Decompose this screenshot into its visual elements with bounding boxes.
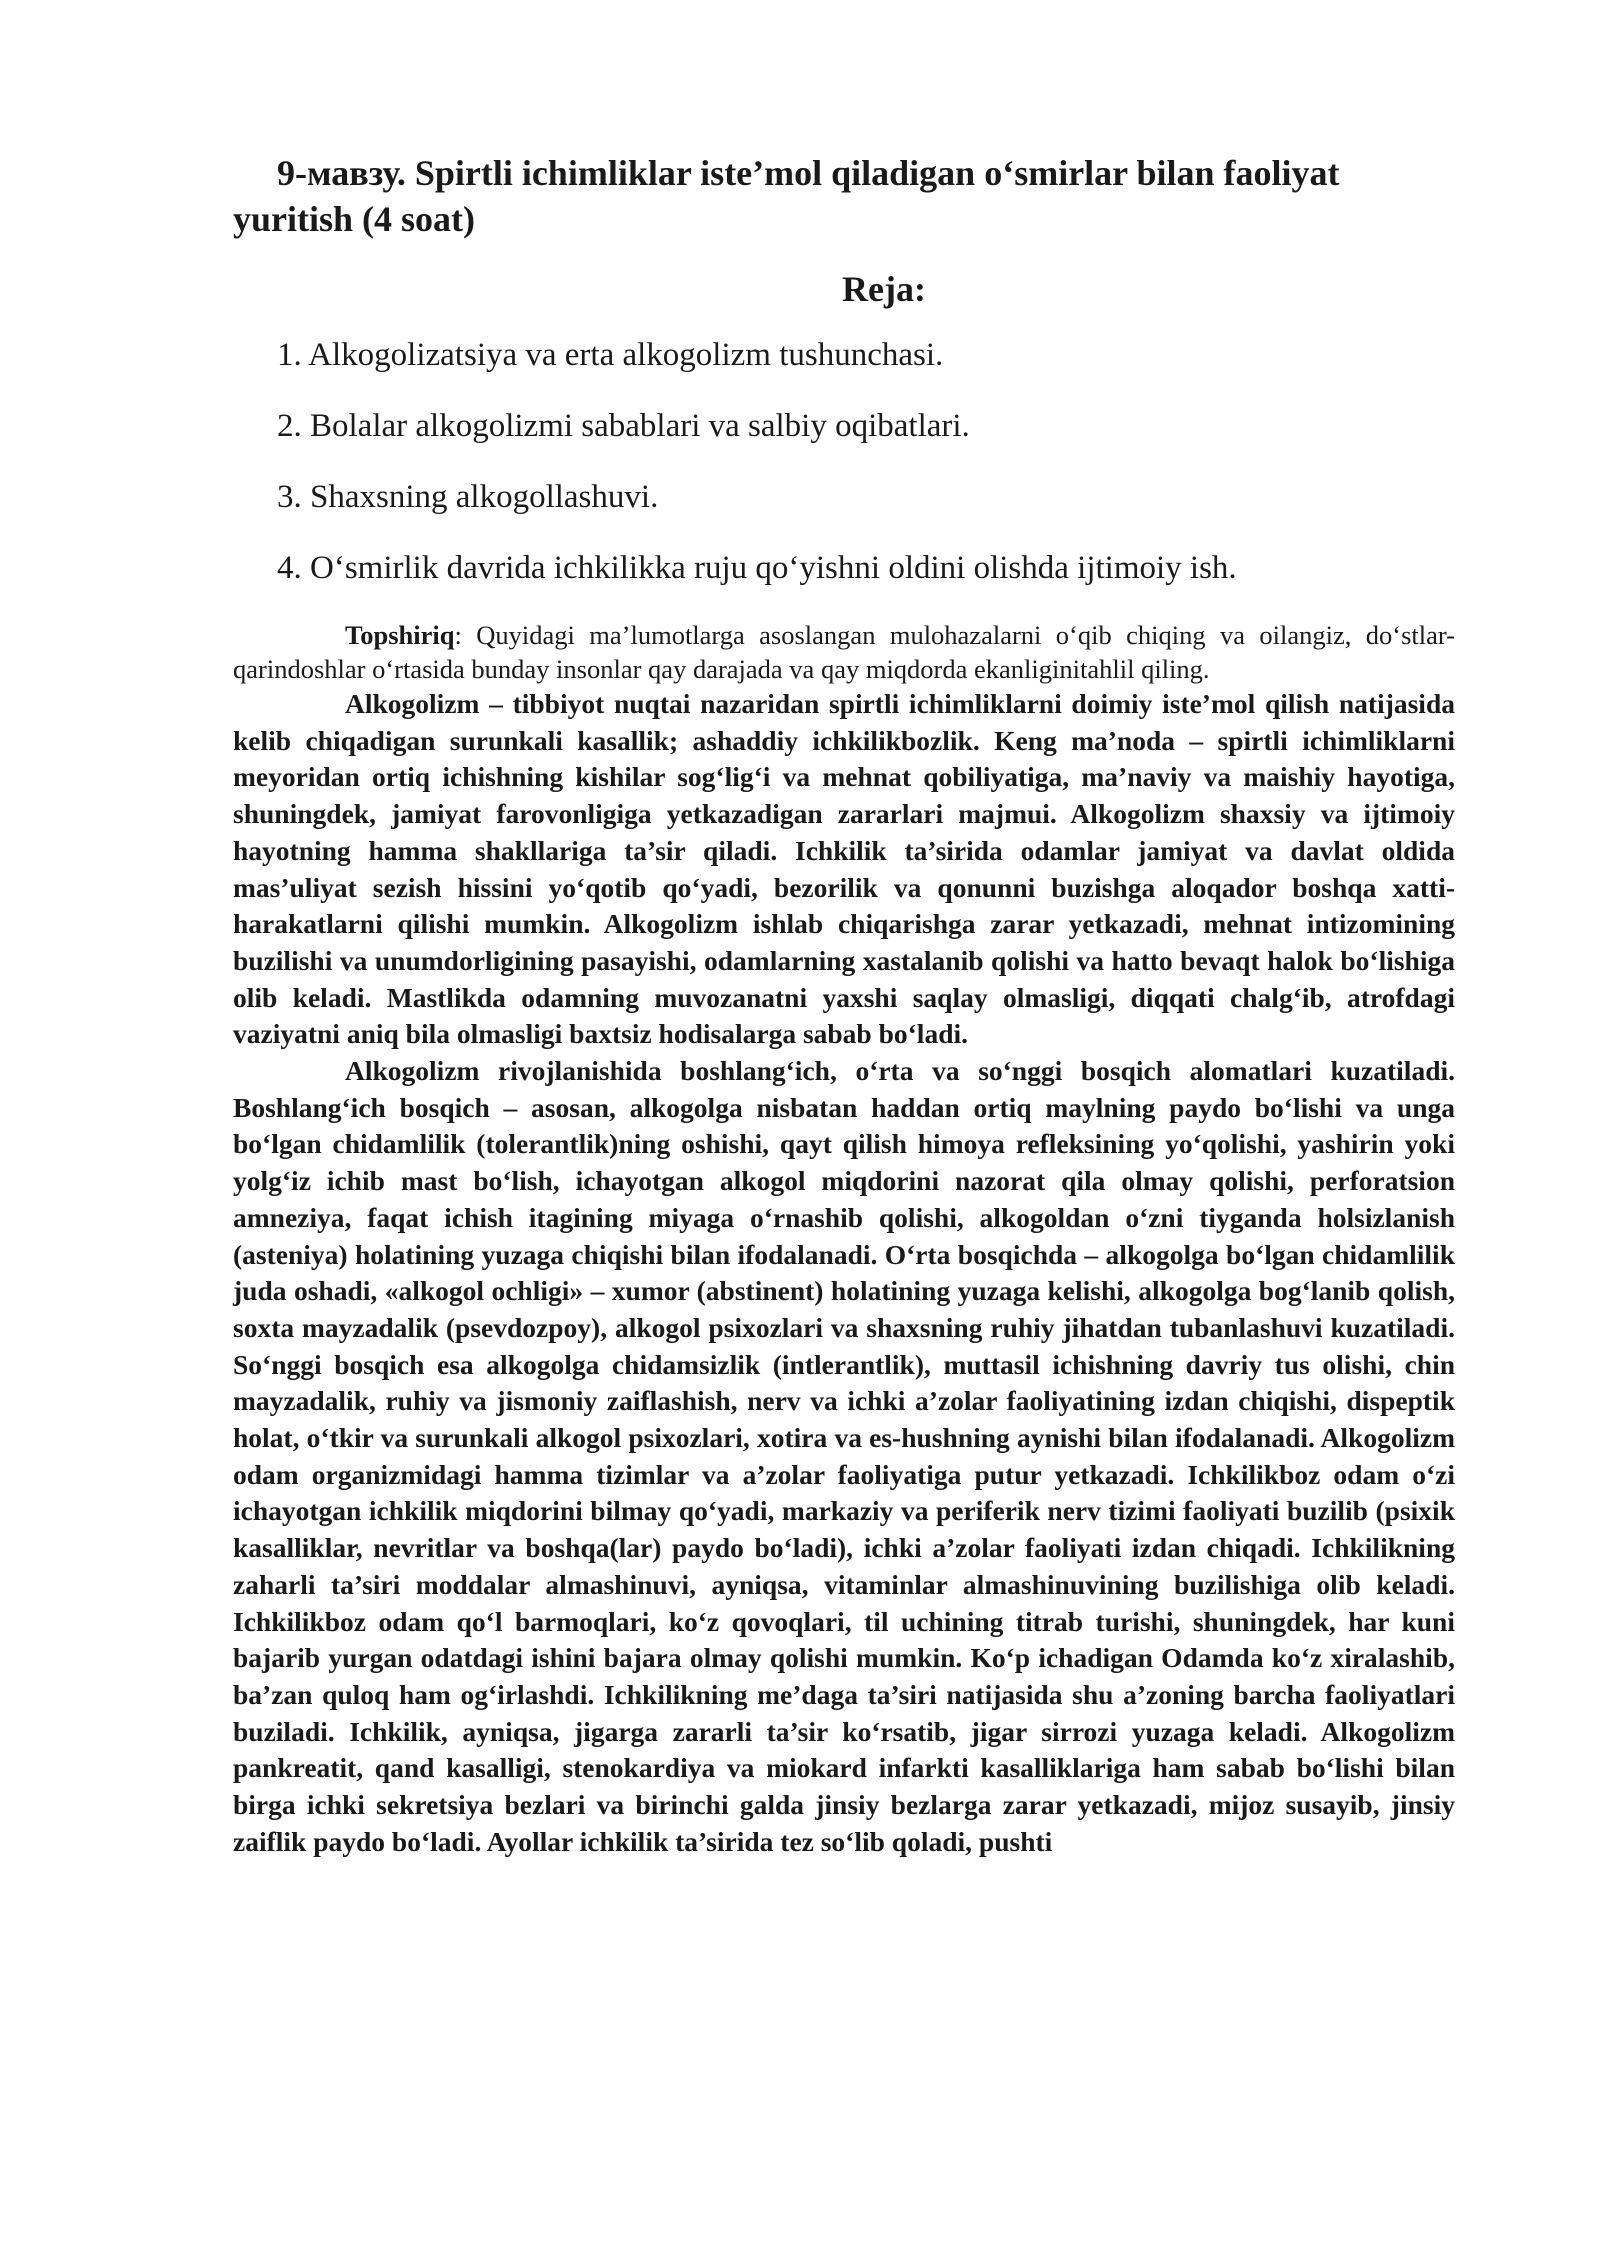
page-title: 9-мавзу. Spirtli ichimliklar iste’mol qiladigan o‘smirlar bilan faoliyat yuritish (4 soat) [233,153,1340,239]
task-paragraph [233,618,1455,686]
task-text: : Quyidagi ma’lumotlarga asoslangan mulohazalarni o‘qib chiqing va oilangiz, do‘stlar-qarindoshlar o‘rtasida bunday insonlar qay darajada va qay miqdorda ekanliginitahlil qiling. [233,620,1455,684]
plan-item: 1. Alkogolizatsiya va erta alkogolizm tushunchasi. [277,337,944,373]
plan-item: 2. Bolalar alkogolizmi sabablari va salbiy oqibatlari. [277,408,970,444]
plan-item: 4. O‘smirlik davrida ichkilikka ruju qo‘yishni oldini olishda ijtimoiy ish. [277,550,1237,586]
document-page [233,150,1455,1861]
plan-item: 3. Shaxsning alkogollashuvi. [277,479,659,515]
plan-heading: Reja: [842,269,926,309]
body-paragraph: Alkogolizm – tibbiyot nuqtai nazaridan spirtli ichimliklarni doimiy iste’mol qilish natijasida kelib chiqadigan surunkali kasallik; ashaddiy ichkilikbozlik. Keng ma’noda – spirtli ichimliklarni meyoridan ortiq ichishning kishilar sog‘lig‘i va mehnat qobiliyatiga, ma’naviy va maishiy hayotiga, shuningdek, jamiyat farovonligiga yetkazadigan zararlari majmui. Alkogolizm shaxsiy va ijtimoiy hayotning hamma shakllariga ta’sir qiladi. Ichkilik ta’sirida odamlar jamiyat va davlat oldida mas’uliyat sezish hissini yo‘qotib qo‘yadi, bezorilik va qonunni buzishga aloqador boshqa xatti-harakatlarni qilishi mumkin. Alkogolizm ishlab chiqarishga zarar yetkazadi, mehnat intizomining buzilishi va unumdorligining pasayishi, odamlarning xastalanib qolishi va hatto bevaqt halok bo‘lishiga olib keladi. Mastlikda odamning muvozanatni yaxshi saqlay olmasligi, diqqati chalg‘ib, atrofdagi vaziyatni aniq bila olmasligi baxtsiz hodisalarga sabab bo‘ladi. [233,688,1455,1050]
body-paragraph: Alkogolizm rivojlanishida boshlang‘ich, o‘rta va so‘nggi bosqich alomatlari kuzatiladi. Boshlang‘ich bosqich – asosan, alkogolga nisbatan haddan ortiq maylning paydo bo‘lishi va unga bo‘lgan chidamlilik (tolerantlik)ning oshishi, qayt qilish himoya refleksining yo‘qolishi, yashirin yoki yolg‘iz ichib mast bo‘lish, ichayotgan alkogol miqdorini nazorat qila olmay qolishi, perforatsion amneziya, faqat ichish itagining miyaga o‘rnashib qolishi, alkogoldan o‘zni tiyganda holsizlanish (asteniya) holatining yuzaga chiqishi bilan ifodalanadi. O‘rta bosqichda – alkogolga bo‘lgan chidamlilik juda oshadi, «alkogol ochligi» – xumor (abstinent) holatining yuzaga kelishi, alkogolga bog‘lanib qolish, soxta mayzadalik (psevdozpoy), alkogol psixozlari va shaxsning ruhiy jihatdan tubanlashuvi kuzatiladi. So‘nggi bosqich esa alkogolga chidamsizlik (intlerantlik), muttasil ichishning davriy tus olishi, chin mayzadalik, ruhiy va jismoniy zaiflashish, nerv va ichki a’zolar faoliyatining izdan chiqishi, dispeptik holat, o‘tkir va surunkali alkogol psixozlari, xotira va es-hushning aynishi bilan ifodalanadi. Alkogolizm odam organizmidagi hamma tizimlar va a’zolar faoliyatiga putur yetkazadi. Ichkilikboz odam o‘zi ichayotgan ichkilik miqdorini bilmay qo‘yadi, markaziy va periferik nerv tizimi faoliyati buzilib (psixik kasalliklar, nevritlar va boshqa(lar) paydo bo‘ladi), ichki a’zolar faoliyati izdan chiqadi. Ichkilikning zaharli ta’siri moddalar almashinuvi, ayniqsa, vitaminlar almashinuvining buzilishiga olib keladi. Ichkilikboz odam qo‘l barmoqlari, ko‘z qovoqlari, til uchining titrab turishi, shuningdek, har kuni bajarib yurgan odatdagi ishini bajara olmay qolishi mumkin. Ko‘p ichadigan Odamda ko‘z xiralashib, ba’zan quloq ham og‘irlashdi. Ichkilikning me’daga ta’siri natijasida shu a’zoning barcha faoliyatlari buziladi. Ichkilik, ayniqsa, jigarga zararli ta’sir ko‘rsatib, jigar sirrozi yuzaga keladi. Alkogolizm pankreatit, qand kasalligi, stenokardiya va miokard infarkti kasalliklariga ham sabab bo‘lishi bilan birga ichki sekretsiya bezlari va birinchi galda jinsiy bezlarga zarar yetkazadi, mijoz susayib, jinsiy zaiflik paydo bo‘ladi. Ayollar ichkilik ta’sirida tez so‘lib qoladi, pushti [233,1055,1455,1857]
plan-list [233,334,1455,589]
task-label: Topshiriq [345,620,455,650]
